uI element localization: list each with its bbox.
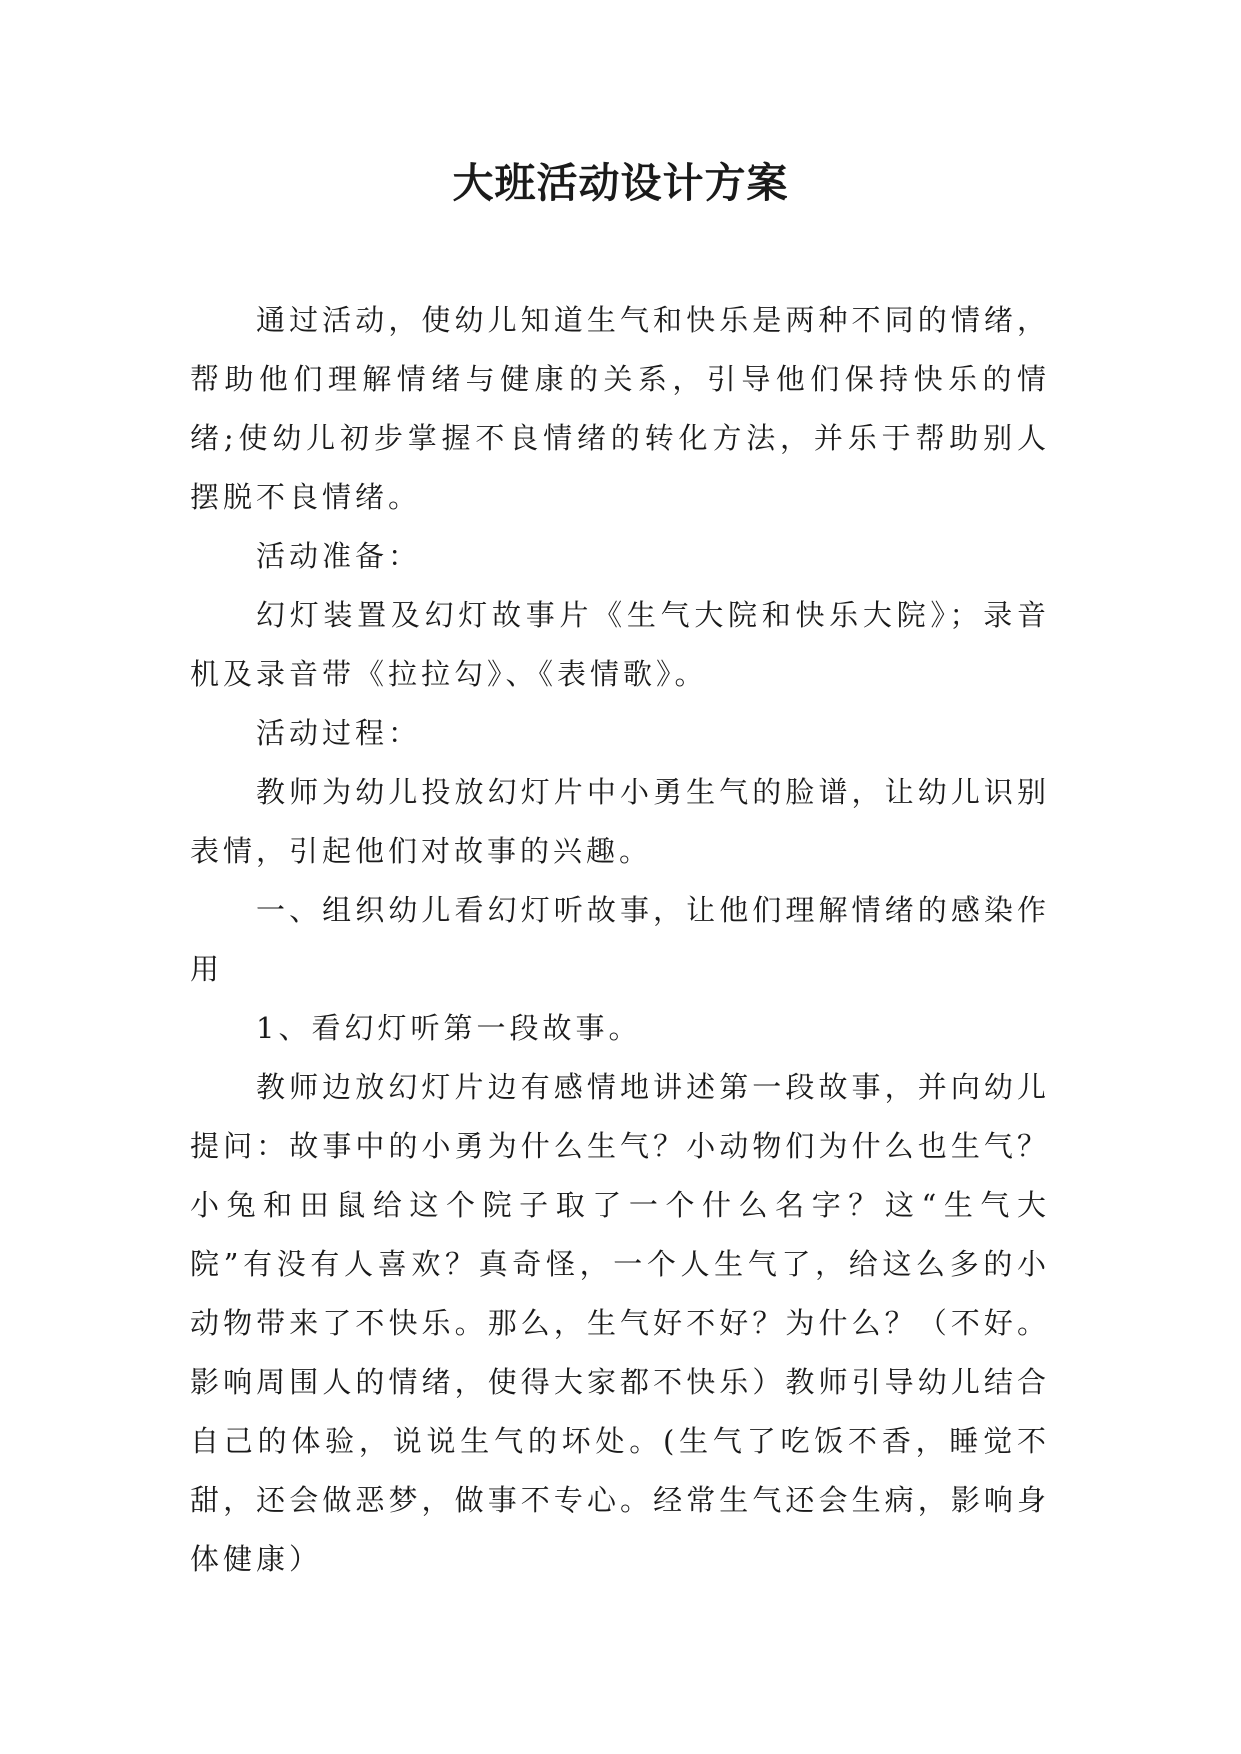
paragraph-intro: 教师为幼儿投放幻灯片中小勇生气的脸谱，让幼儿识别表情，引起他们对故事的兴趣。 xyxy=(190,775,1050,868)
paragraph-preparation-heading: 活动准备： xyxy=(256,539,422,573)
document-body xyxy=(190,291,1050,1589)
paragraph-preparation: 幻灯装置及幻灯故事片《生气大院和快乐大院》；录音机及录音带《拉拉勾》、《表情歌》。 xyxy=(190,598,1050,691)
paragraph-process-heading: 活动过程： xyxy=(256,716,422,750)
paragraph-section-one-heading: 一、组织幼儿看幻灯听故事，让他们理解情绪的感染作用 xyxy=(190,893,1050,986)
document-title: 大班活动设计方案 xyxy=(452,159,789,207)
paragraph-objectives: 通过活动，使幼儿知道生气和快乐是两种不同的情绪，帮助他们理解情绪与健康的关系，引导他们保持快乐的情绪;使幼儿初步掌握不良情绪的转化方法，并乐于帮助别人摆脱不良情绪。 xyxy=(190,303,1050,514)
paragraph-story-discussion: 教师边放幻灯片边有感情地讲述第一段故事，并向幼儿提问：故事中的小勇为什么生气？小动物们为什么也生气？小兔和田鼠给这个院子取了一个什么名字？这“生气大院”有没有人喜欢？真奇怪，一个人生气了，给这么多的小动物带来了不快乐。那么，生气好不好？为什么？（不好。影响周围人的情绪，使得大家都不快乐）教师引导幼儿结合自己的体验，说说生气的坏处。(生气了吃饭不香，睡觉不甜，还会做恶梦，做事不专心。经常生气还会生病，影响身体健康） xyxy=(190,1070,1050,1576)
paragraph-step-one: 1、看幻灯听第一段故事。 xyxy=(256,1011,642,1045)
